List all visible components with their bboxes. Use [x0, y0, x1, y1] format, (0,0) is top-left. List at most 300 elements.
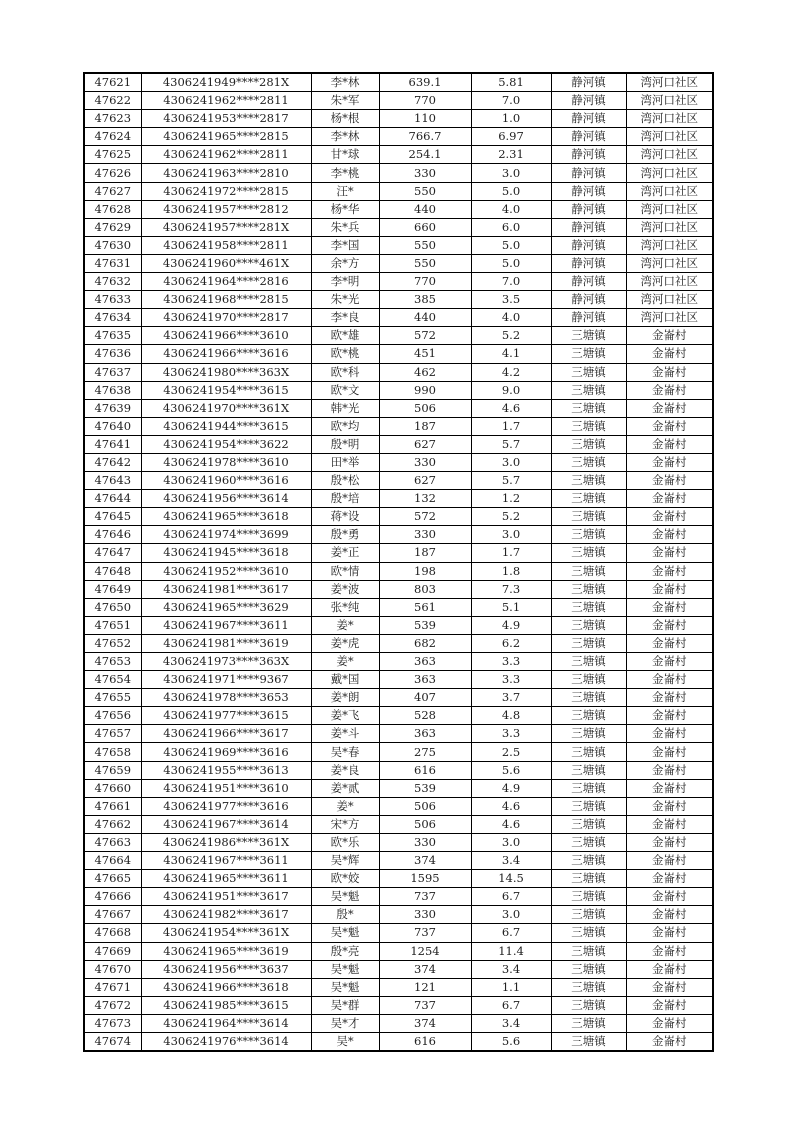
id-number-cell: 4306241965****3618 [141, 508, 311, 526]
amount-cell: 440 [379, 200, 471, 218]
id-number-cell: 4306241966****3618 [141, 978, 311, 996]
id-number-cell: 4306241978****3610 [141, 453, 311, 471]
village-cell: 金崙村 [626, 399, 713, 417]
row-number-cell: 47664 [84, 852, 141, 870]
quantity-cell: 6.97 [471, 128, 551, 146]
town-cell: 三塘镇 [551, 653, 626, 671]
table-row [84, 544, 713, 562]
amount-cell: 737 [379, 996, 471, 1014]
town-cell: 三塘镇 [551, 580, 626, 598]
name-cell: 姜*虎 [311, 634, 379, 652]
quantity-cell: 4.9 [471, 616, 551, 634]
quantity-cell: 1.7 [471, 544, 551, 562]
table-row [84, 978, 713, 996]
village-cell: 金崙村 [626, 996, 713, 1014]
row-number-cell: 47646 [84, 526, 141, 544]
row-number-cell: 47637 [84, 363, 141, 381]
table-body [84, 73, 713, 1051]
table-row [84, 218, 713, 236]
name-cell: 姜*斗 [311, 725, 379, 743]
quantity-cell: 3.4 [471, 960, 551, 978]
row-number-cell: 47642 [84, 453, 141, 471]
row-number-cell: 47655 [84, 689, 141, 707]
town-cell: 静河镇 [551, 200, 626, 218]
village-cell: 金崙村 [626, 870, 713, 888]
row-number-cell: 47649 [84, 580, 141, 598]
table-row [84, 526, 713, 544]
row-number-cell: 47659 [84, 761, 141, 779]
name-cell: 朱*光 [311, 291, 379, 309]
village-cell: 金崙村 [626, 544, 713, 562]
row-number-cell: 47663 [84, 833, 141, 851]
id-number-cell: 4306241965****2815 [141, 128, 311, 146]
town-cell: 三塘镇 [551, 888, 626, 906]
quantity-cell: 6.7 [471, 996, 551, 1014]
quantity-cell: 4.1 [471, 345, 551, 363]
quantity-cell: 5.7 [471, 435, 551, 453]
row-number-cell: 47626 [84, 164, 141, 182]
id-number-cell: 4306241969****3616 [141, 743, 311, 761]
town-cell: 三塘镇 [551, 996, 626, 1014]
amount-cell: 737 [379, 924, 471, 942]
name-cell: 李*国 [311, 236, 379, 254]
amount-cell: 572 [379, 508, 471, 526]
village-cell: 金崙村 [626, 453, 713, 471]
name-cell: 李*明 [311, 273, 379, 291]
amount-cell: 330 [379, 453, 471, 471]
id-number-cell: 4306241976****3614 [141, 1032, 311, 1051]
amount-cell: 363 [379, 653, 471, 671]
amount-cell: 639.1 [379, 73, 471, 92]
town-cell: 三塘镇 [551, 1014, 626, 1032]
row-number-cell: 47656 [84, 707, 141, 725]
name-cell: 吴*魁 [311, 978, 379, 996]
amount-cell: 330 [379, 906, 471, 924]
id-number-cell: 4306241977****3616 [141, 797, 311, 815]
amount-cell: 506 [379, 399, 471, 417]
village-cell: 金崙村 [626, 689, 713, 707]
amount-cell: 132 [379, 490, 471, 508]
village-cell: 湾河口社区 [626, 182, 713, 200]
amount-cell: 330 [379, 164, 471, 182]
name-cell: 宋*方 [311, 815, 379, 833]
town-cell: 静河镇 [551, 254, 626, 272]
amount-cell: 330 [379, 526, 471, 544]
row-number-cell: 47625 [84, 146, 141, 164]
id-number-cell: 4306241964****2816 [141, 273, 311, 291]
town-cell: 三塘镇 [551, 906, 626, 924]
table-row [84, 472, 713, 490]
id-number-cell: 4306241966****3617 [141, 725, 311, 743]
table-row [84, 453, 713, 471]
village-cell: 金崙村 [626, 671, 713, 689]
town-cell: 三塘镇 [551, 689, 626, 707]
row-number-cell: 47628 [84, 200, 141, 218]
quantity-cell: 2.5 [471, 743, 551, 761]
quantity-cell: 7.0 [471, 273, 551, 291]
row-number-cell: 47622 [84, 92, 141, 110]
data-table [83, 72, 714, 1052]
village-cell: 金崙村 [626, 978, 713, 996]
row-number-cell: 47624 [84, 128, 141, 146]
row-number-cell: 47630 [84, 236, 141, 254]
name-cell: 杨*华 [311, 200, 379, 218]
town-cell: 三塘镇 [551, 562, 626, 580]
id-number-cell: 4306241952****3610 [141, 562, 311, 580]
table-row [84, 291, 713, 309]
amount-cell: 374 [379, 960, 471, 978]
id-number-cell: 4306241956****3637 [141, 960, 311, 978]
id-number-cell: 4306241981****3619 [141, 634, 311, 652]
town-cell: 三塘镇 [551, 345, 626, 363]
quantity-cell: 1.8 [471, 562, 551, 580]
row-number-cell: 47666 [84, 888, 141, 906]
id-number-cell: 4306241981****3617 [141, 580, 311, 598]
name-cell: 李*林 [311, 73, 379, 92]
village-cell: 湾河口社区 [626, 309, 713, 327]
quantity-cell: 6.0 [471, 218, 551, 236]
village-cell: 金崙村 [626, 888, 713, 906]
town-cell: 三塘镇 [551, 671, 626, 689]
quantity-cell: 3.0 [471, 906, 551, 924]
table-row [84, 182, 713, 200]
town-cell: 静河镇 [551, 110, 626, 128]
quantity-cell: 1.7 [471, 417, 551, 435]
table-row [84, 110, 713, 128]
village-cell: 金崙村 [626, 779, 713, 797]
town-cell: 静河镇 [551, 128, 626, 146]
amount-cell: 539 [379, 779, 471, 797]
table-row [84, 254, 713, 272]
row-number-cell: 47632 [84, 273, 141, 291]
town-cell: 三塘镇 [551, 453, 626, 471]
table-row [84, 200, 713, 218]
town-cell: 三塘镇 [551, 761, 626, 779]
amount-cell: 407 [379, 689, 471, 707]
town-cell: 静河镇 [551, 92, 626, 110]
quantity-cell: 3.5 [471, 291, 551, 309]
row-number-cell: 47665 [84, 870, 141, 888]
name-cell: 姜* [311, 797, 379, 815]
name-cell: 戴*国 [311, 671, 379, 689]
table-row [84, 1014, 713, 1032]
id-number-cell: 4306241945****3618 [141, 544, 311, 562]
quantity-cell: 5.6 [471, 761, 551, 779]
village-cell: 湾河口社区 [626, 291, 713, 309]
id-number-cell: 4306241957****2812 [141, 200, 311, 218]
amount-cell: 528 [379, 707, 471, 725]
amount-cell: 363 [379, 671, 471, 689]
village-cell: 金崙村 [626, 580, 713, 598]
name-cell: 余*方 [311, 254, 379, 272]
quantity-cell: 6.2 [471, 634, 551, 652]
quantity-cell: 5.81 [471, 73, 551, 92]
town-cell: 三塘镇 [551, 815, 626, 833]
village-cell: 金崙村 [626, 833, 713, 851]
table-row [84, 490, 713, 508]
quantity-cell: 1.0 [471, 110, 551, 128]
name-cell: 欧*桃 [311, 345, 379, 363]
table-row [84, 399, 713, 417]
row-number-cell: 47650 [84, 598, 141, 616]
id-number-cell: 4306241966****3610 [141, 327, 311, 345]
id-number-cell: 4306241951****3617 [141, 888, 311, 906]
quantity-cell: 9.0 [471, 381, 551, 399]
quantity-cell: 5.2 [471, 327, 551, 345]
row-number-cell: 47661 [84, 797, 141, 815]
amount-cell: 616 [379, 761, 471, 779]
town-cell: 静河镇 [551, 164, 626, 182]
table-row [84, 888, 713, 906]
name-cell: 吴*春 [311, 743, 379, 761]
name-cell: 吴*群 [311, 996, 379, 1014]
town-cell: 三塘镇 [551, 616, 626, 634]
table-row [84, 833, 713, 851]
quantity-cell: 3.3 [471, 671, 551, 689]
id-number-cell: 4306241980****363X [141, 363, 311, 381]
town-cell: 三塘镇 [551, 743, 626, 761]
quantity-cell: 4.9 [471, 779, 551, 797]
village-cell: 金崙村 [626, 1032, 713, 1051]
row-number-cell: 47671 [84, 978, 141, 996]
row-number-cell: 47623 [84, 110, 141, 128]
village-cell: 金崙村 [626, 1014, 713, 1032]
name-cell: 姜*正 [311, 544, 379, 562]
row-number-cell: 47633 [84, 291, 141, 309]
town-cell: 三塘镇 [551, 870, 626, 888]
village-cell: 湾河口社区 [626, 236, 713, 254]
village-cell: 金崙村 [626, 942, 713, 960]
row-number-cell: 47631 [84, 254, 141, 272]
town-cell: 三塘镇 [551, 779, 626, 797]
village-cell: 金崙村 [626, 490, 713, 508]
village-cell: 金崙村 [626, 435, 713, 453]
village-cell: 金崙村 [626, 852, 713, 870]
quantity-cell: 3.3 [471, 725, 551, 743]
village-cell: 湾河口社区 [626, 110, 713, 128]
amount-cell: 275 [379, 743, 471, 761]
town-cell: 静河镇 [551, 182, 626, 200]
table-row [84, 761, 713, 779]
id-number-cell: 4306241978****3653 [141, 689, 311, 707]
amount-cell: 616 [379, 1032, 471, 1051]
id-number-cell: 4306241951****3610 [141, 779, 311, 797]
row-number-cell: 47634 [84, 309, 141, 327]
amount-cell: 462 [379, 363, 471, 381]
row-number-cell: 47627 [84, 182, 141, 200]
amount-cell: 110 [379, 110, 471, 128]
table-row [84, 363, 713, 381]
amount-cell: 539 [379, 616, 471, 634]
name-cell: 吴*魁 [311, 924, 379, 942]
town-cell: 三塘镇 [551, 526, 626, 544]
town-cell: 三塘镇 [551, 363, 626, 381]
row-number-cell: 47672 [84, 996, 141, 1014]
name-cell: 李*桃 [311, 164, 379, 182]
table-row [84, 1032, 713, 1051]
row-number-cell: 47668 [84, 924, 141, 942]
name-cell: 蒋*设 [311, 508, 379, 526]
row-number-cell: 47640 [84, 417, 141, 435]
id-number-cell: 4306241962****2811 [141, 146, 311, 164]
name-cell: 姜*良 [311, 761, 379, 779]
id-number-cell: 4306241968****2815 [141, 291, 311, 309]
table-row [84, 671, 713, 689]
id-number-cell: 4306241982****3617 [141, 906, 311, 924]
amount-cell: 440 [379, 309, 471, 327]
village-cell: 金崙村 [626, 707, 713, 725]
table-row [84, 924, 713, 942]
table-row [84, 273, 713, 291]
amount-cell: 374 [379, 1014, 471, 1032]
name-cell: 殷*明 [311, 435, 379, 453]
id-number-cell: 4306241960****461X [141, 254, 311, 272]
amount-cell: 770 [379, 92, 471, 110]
name-cell: 欧*姣 [311, 870, 379, 888]
table-row [84, 852, 713, 870]
village-cell: 湾河口社区 [626, 273, 713, 291]
name-cell: 欧*情 [311, 562, 379, 580]
quantity-cell: 3.7 [471, 689, 551, 707]
row-number-cell: 47645 [84, 508, 141, 526]
village-cell: 金崙村 [626, 327, 713, 345]
quantity-cell: 7.0 [471, 92, 551, 110]
quantity-cell: 3.4 [471, 852, 551, 870]
town-cell: 三塘镇 [551, 417, 626, 435]
quantity-cell: 1.2 [471, 490, 551, 508]
row-number-cell: 47641 [84, 435, 141, 453]
table-row [84, 345, 713, 363]
village-cell: 湾河口社区 [626, 146, 713, 164]
quantity-cell: 4.0 [471, 200, 551, 218]
town-cell: 三塘镇 [551, 381, 626, 399]
amount-cell: 385 [379, 291, 471, 309]
quantity-cell: 4.6 [471, 815, 551, 833]
name-cell: 姜*朗 [311, 689, 379, 707]
quantity-cell: 6.7 [471, 888, 551, 906]
village-cell: 金崙村 [626, 906, 713, 924]
town-cell: 三塘镇 [551, 852, 626, 870]
table-row [84, 128, 713, 146]
village-cell: 湾河口社区 [626, 218, 713, 236]
village-cell: 湾河口社区 [626, 164, 713, 182]
quantity-cell: 3.3 [471, 653, 551, 671]
id-number-cell: 4306241972****2815 [141, 182, 311, 200]
name-cell: 吴*魁 [311, 888, 379, 906]
name-cell: 姜*波 [311, 580, 379, 598]
village-cell: 金崙村 [626, 960, 713, 978]
amount-cell: 506 [379, 815, 471, 833]
id-number-cell: 4306241970****361X [141, 399, 311, 417]
town-cell: 三塘镇 [551, 833, 626, 851]
row-number-cell: 47629 [84, 218, 141, 236]
id-number-cell: 4306241964****3614 [141, 1014, 311, 1032]
name-cell: 姜* [311, 653, 379, 671]
village-cell: 金崙村 [626, 598, 713, 616]
town-cell: 三塘镇 [551, 490, 626, 508]
town-cell: 三塘镇 [551, 435, 626, 453]
table-row [84, 815, 713, 833]
id-number-cell: 4306241949****281X [141, 73, 311, 92]
village-cell: 湾河口社区 [626, 200, 713, 218]
quantity-cell: 2.31 [471, 146, 551, 164]
name-cell: 殷*培 [311, 490, 379, 508]
town-cell: 三塘镇 [551, 598, 626, 616]
name-cell: 吴*才 [311, 1014, 379, 1032]
table-row [84, 236, 713, 254]
quantity-cell: 3.0 [471, 164, 551, 182]
table-row [84, 164, 713, 182]
town-cell: 静河镇 [551, 146, 626, 164]
quantity-cell: 4.6 [471, 797, 551, 815]
id-number-cell: 4306241970****2817 [141, 309, 311, 327]
amount-cell: 766.7 [379, 128, 471, 146]
row-number-cell: 47636 [84, 345, 141, 363]
id-number-cell: 4306241985****3615 [141, 996, 311, 1014]
name-cell: 欧*科 [311, 363, 379, 381]
id-number-cell: 4306241967****3614 [141, 815, 311, 833]
name-cell: 韩*光 [311, 399, 379, 417]
row-number-cell: 47669 [84, 942, 141, 960]
id-number-cell: 4306241954****361X [141, 924, 311, 942]
town-cell: 三塘镇 [551, 508, 626, 526]
row-number-cell: 47660 [84, 779, 141, 797]
table-row [84, 996, 713, 1014]
table-row [84, 870, 713, 888]
name-cell: 姜*飞 [311, 707, 379, 725]
amount-cell: 363 [379, 725, 471, 743]
row-number-cell: 47674 [84, 1032, 141, 1051]
name-cell: 甘*球 [311, 146, 379, 164]
id-number-cell: 4306241955****3613 [141, 761, 311, 779]
amount-cell: 770 [379, 273, 471, 291]
village-cell: 金崙村 [626, 363, 713, 381]
amount-cell: 572 [379, 327, 471, 345]
id-number-cell: 4306241966****3616 [141, 345, 311, 363]
row-number-cell: 47639 [84, 399, 141, 417]
quantity-cell: 4.6 [471, 399, 551, 417]
quantity-cell: 3.0 [471, 526, 551, 544]
table-row [84, 634, 713, 652]
village-cell: 金崙村 [626, 526, 713, 544]
name-cell: 田*举 [311, 453, 379, 471]
quantity-cell: 5.0 [471, 254, 551, 272]
amount-cell: 254.1 [379, 146, 471, 164]
town-cell: 三塘镇 [551, 544, 626, 562]
town-cell: 三塘镇 [551, 942, 626, 960]
town-cell: 静河镇 [551, 218, 626, 236]
row-number-cell: 47651 [84, 616, 141, 634]
row-number-cell: 47673 [84, 1014, 141, 1032]
id-number-cell: 4306241960****3616 [141, 472, 311, 490]
table-row [84, 309, 713, 327]
table-row [84, 417, 713, 435]
row-number-cell: 47667 [84, 906, 141, 924]
id-number-cell: 4306241958****2811 [141, 236, 311, 254]
name-cell: 杨*根 [311, 110, 379, 128]
quantity-cell: 5.0 [471, 182, 551, 200]
table-row [84, 73, 713, 92]
table-row [84, 942, 713, 960]
amount-cell: 198 [379, 562, 471, 580]
name-cell: 殷*勇 [311, 526, 379, 544]
name-cell: 欧*乐 [311, 833, 379, 851]
name-cell: 汪* [311, 182, 379, 200]
town-cell: 三塘镇 [551, 924, 626, 942]
town-cell: 三塘镇 [551, 797, 626, 815]
village-cell: 金崙村 [626, 743, 713, 761]
amount-cell: 561 [379, 598, 471, 616]
